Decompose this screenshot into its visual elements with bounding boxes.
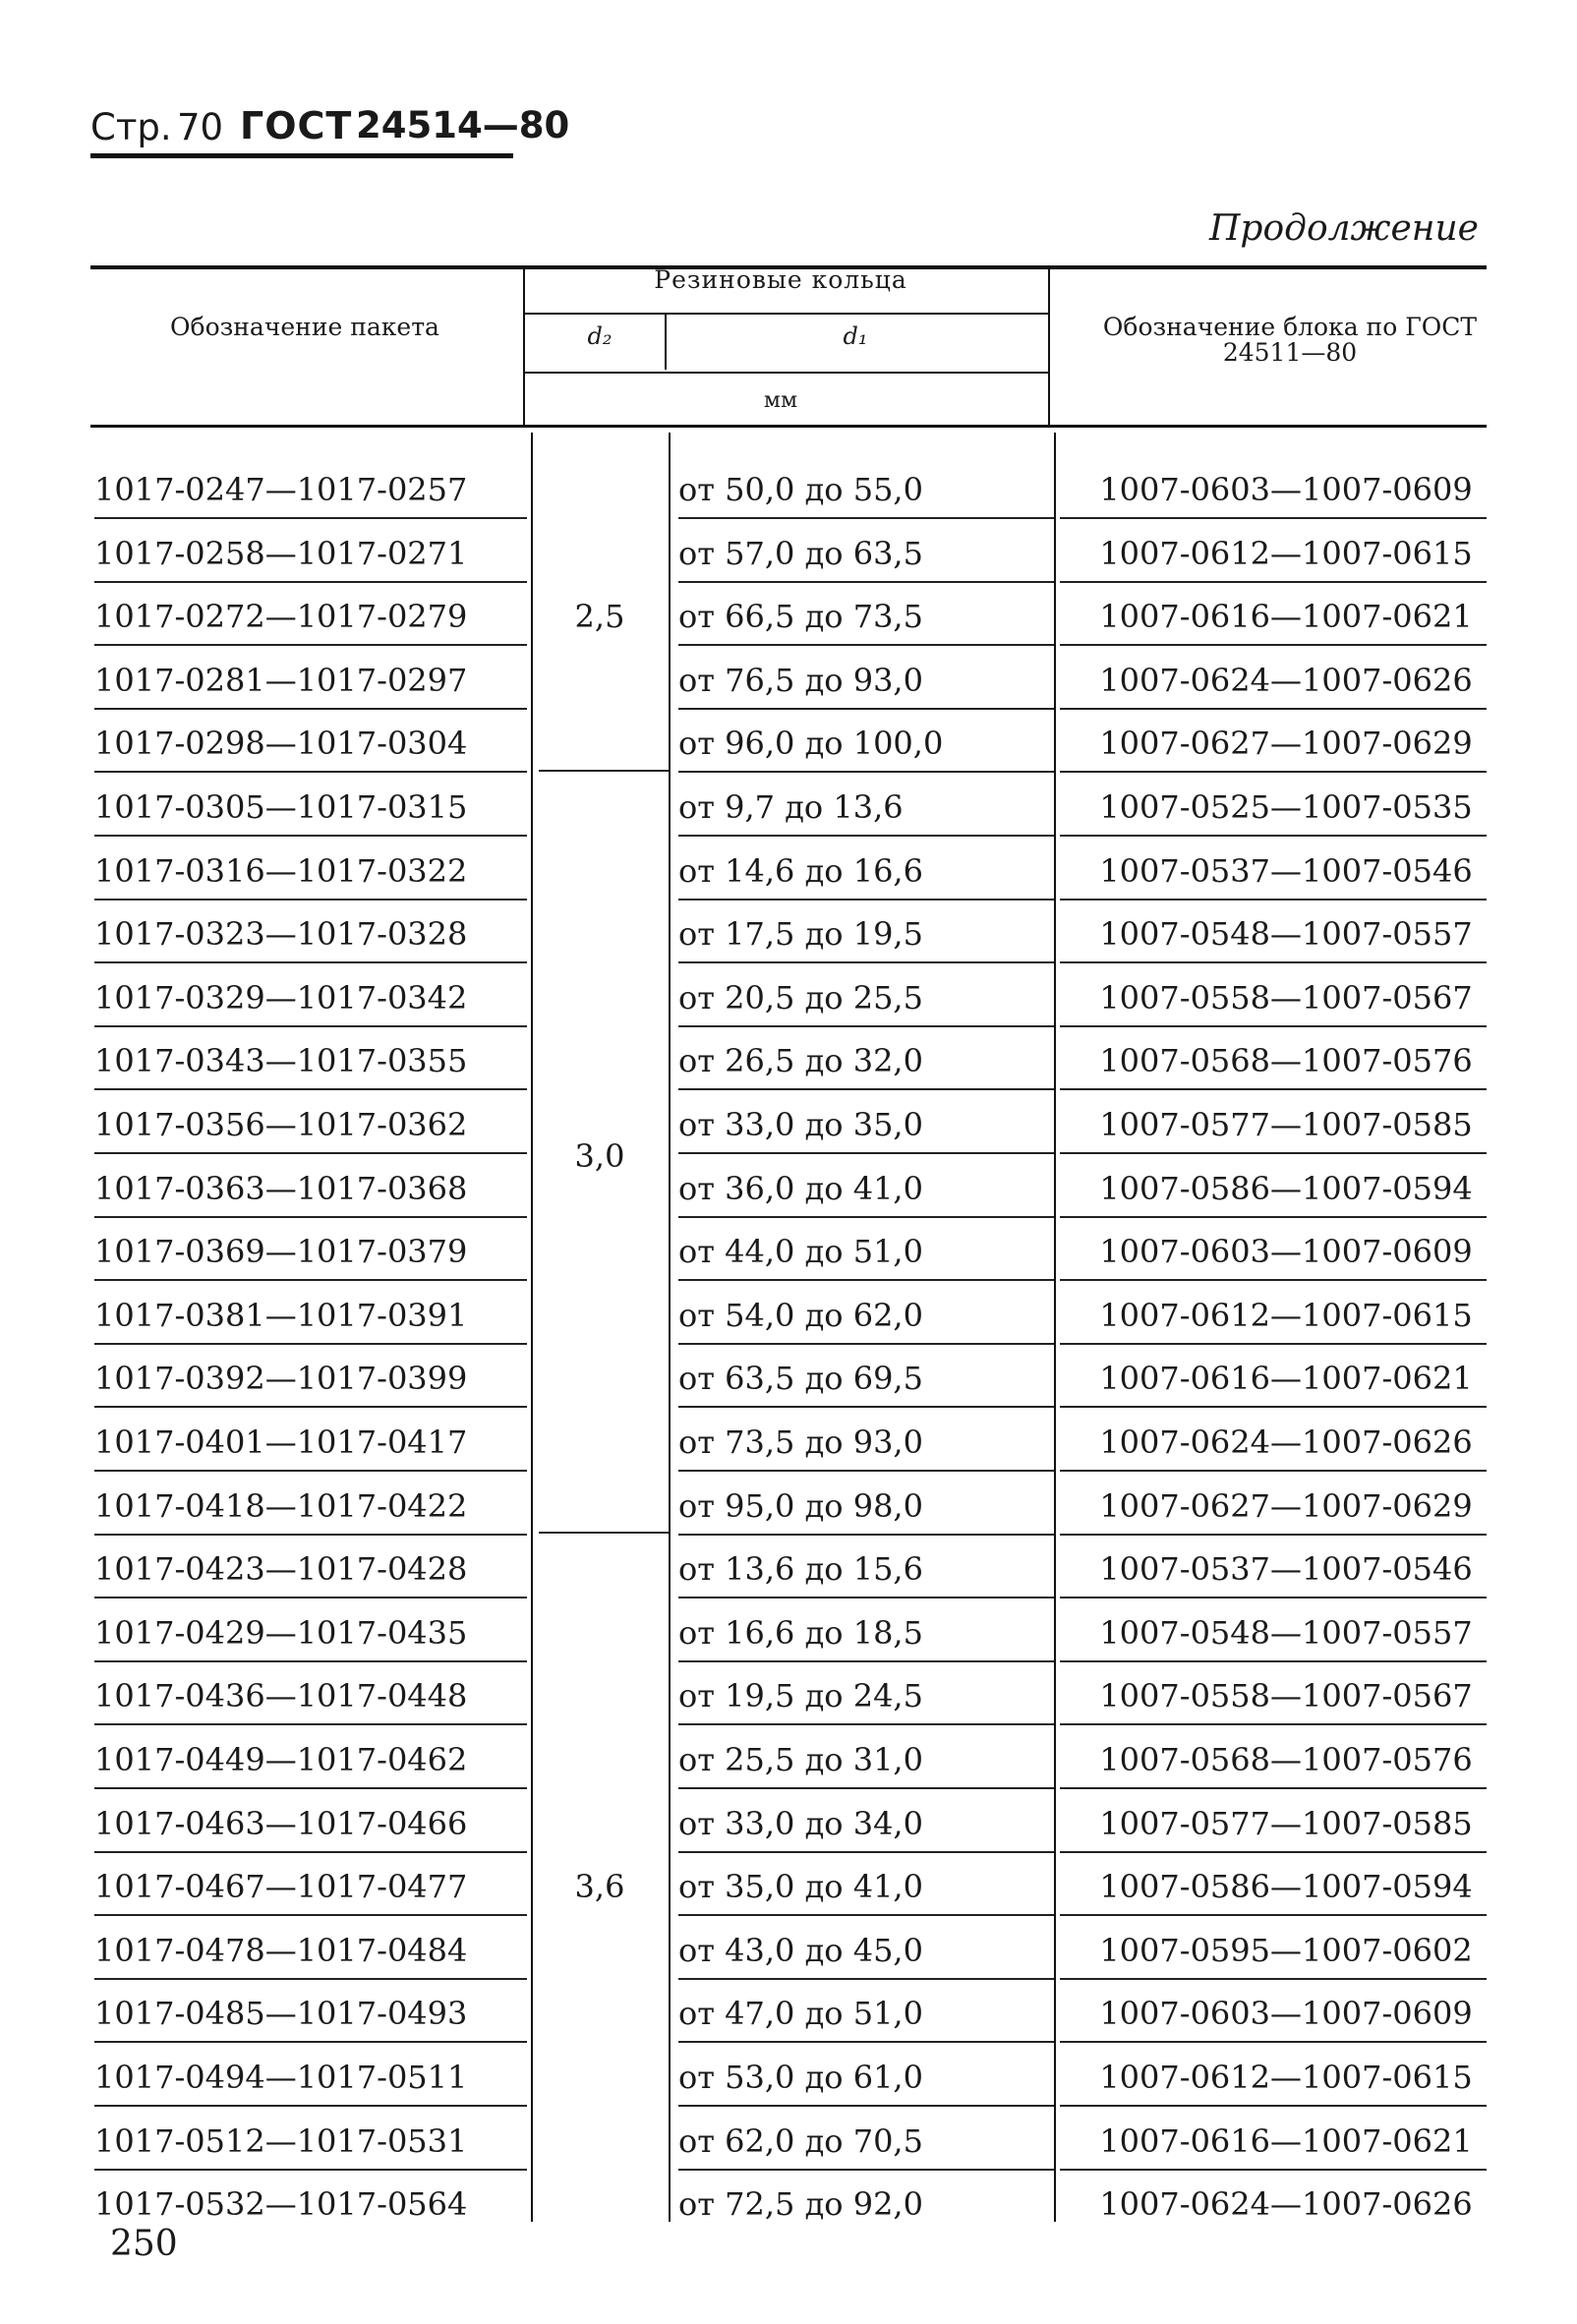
cell-d1: от 57,0 до 63,5 [678,534,923,572]
row-rule-d1 [678,644,1054,646]
row-rule-block [1060,644,1487,646]
column-header-package: Обозначение пакета [170,313,439,341]
row-rule-d1 [678,1406,1054,1408]
row-rule-d1 [678,2041,1054,2043]
cell-d1: от 47,0 до 51,0 [678,1995,923,2033]
row-rule-d1 [678,1088,1054,1090]
row-rule-block [1060,2105,1487,2107]
cell-d1: от 53,0 до 61,0 [678,2059,923,2096]
row-rule-block [1060,1723,1487,1725]
cell-block: 1007-0624—1007-0626 [1099,661,1473,699]
rings-group-rule [523,313,1048,315]
row-rule-package [94,1534,527,1536]
cell-block: 1007-0603—1007-0609 [1099,1233,1473,1271]
body-divider-package [531,433,533,2222]
cell-package: 1017-0329—1017-0342 [94,978,468,1017]
cell-package: 1017-0305—1017-0315 [94,788,468,826]
row-rule-block [1060,1216,1487,1218]
row-rule-block [1060,1025,1487,1027]
row-rule-d1 [678,2169,1054,2171]
cell-d1: от 9,7 до 13,6 [678,788,904,826]
row-rule-d1 [678,1723,1054,1725]
row-rule-block [1060,1406,1487,1408]
row-rule-block [1060,1088,1487,1090]
body-divider-d1 [1054,433,1056,2222]
cell-package: 1017-0449—1017-0462 [94,1741,468,1778]
cell-package: 1017-0423—1017-0428 [94,1550,468,1589]
continued-label: Продолжение [1209,208,1479,249]
cell-d1: от 14,6 до 16,6 [678,851,923,890]
cell-package: 1017-0369—1017-0379 [94,1233,468,1271]
cell-package: 1017-0429—1017-0435 [94,1613,468,1652]
cell-package: 1017-0532—1017-0564 [94,2185,468,2224]
cell-package: 1017-0392—1017-0399 [94,1360,468,1398]
row-rule-package [94,644,527,646]
column-header-units: мм [763,388,798,413]
cell-d1: от 13,6 до 15,6 [678,1550,923,1589]
row-rule-package [94,1597,527,1598]
header-standard-code: 24514—80 [356,104,570,146]
page-number: 250 [110,2224,178,2264]
row-rule-block [1060,517,1487,519]
cell-package: 1017-0356—1017-0362 [94,1106,468,1143]
d2-group-rule [539,1532,669,1534]
cell-block: 1007-0548—1007-0557 [1099,915,1473,954]
row-rule-package [94,1088,527,1090]
row-rule-package [94,1660,527,1662]
row-rule-package [94,708,527,710]
row-rule-block [1060,1152,1487,1154]
cell-d1: от 76,5 до 93,0 [678,661,923,699]
cell-block: 1007-0586—1007-0594 [1099,1868,1473,1906]
column-header-rubber-rings: Резиновые кольца [654,265,907,294]
cell-block: 1007-0568—1007-0576 [1099,1042,1473,1080]
row-rule-block [1060,961,1487,963]
cell-d1: от 54,0 до 62,0 [678,1296,923,1334]
cell-block: 1007-0568—1007-0576 [1099,1741,1473,1778]
cell-block: 1007-0627—1007-0629 [1099,1486,1473,1525]
cell-d1: от 66,5 до 73,5 [678,598,923,636]
row-rule-package [94,835,527,837]
cell-d1: от 96,0 до 100,0 [678,725,944,763]
header-bottom-rule [90,425,1487,428]
cell-d1: от 16,6 до 18,5 [678,1613,923,1652]
header-underline [90,153,513,158]
row-rule-d1 [678,1914,1054,1916]
row-rule-package [94,771,527,773]
cell-block: 1007-0624—1007-0626 [1099,2185,1473,2224]
row-rule-d1 [678,517,1054,519]
cell-d1: от 33,0 до 35,0 [678,1106,923,1143]
cell-block: 1007-0586—1007-0594 [1099,1169,1473,1207]
header-divider-right [1048,265,1050,427]
row-rule-package [94,1279,527,1281]
row-rule-d1 [678,2105,1054,2107]
row-rule-d1 [678,1978,1054,1980]
d2-group-rule [539,770,669,772]
row-rule-d1 [678,835,1054,837]
row-rule-block [1060,1787,1487,1789]
cell-d1: от 33,0 до 34,0 [678,1804,923,1842]
cell-block: 1007-0616—1007-0621 [1099,2121,1473,2160]
cell-d1: от 50,0 до 55,0 [678,471,923,508]
row-rule-block [1060,2169,1487,2171]
cell-d1: от 17,5 до 19,5 [678,915,923,954]
cell-package: 1017-0258—1017-0271 [94,534,468,572]
row-rule-package [94,1851,527,1853]
row-rule-package [94,1343,527,1345]
row-rule-package [94,961,527,963]
row-rule-block [1060,899,1487,901]
cell-d2-group: 3,0 [574,1136,625,1175]
row-rule-package [94,2169,527,2171]
cell-block: 1007-0624—1007-0626 [1099,1423,1473,1461]
row-rule-d1 [678,1851,1054,1853]
cell-block: 1007-0595—1007-0602 [1099,1931,1473,1969]
cell-package: 1017-0436—1017-0448 [94,1677,468,1715]
row-rule-block [1060,708,1487,710]
row-rule-d1 [678,899,1054,901]
cell-d1: от 35,0 до 41,0 [678,1868,923,1906]
row-rule-d1 [678,1279,1054,1281]
cell-block: 1007-0558—1007-0567 [1099,978,1473,1017]
units-rule [523,372,1048,374]
row-rule-package [94,899,527,901]
cell-package: 1017-0401—1017-0417 [94,1423,468,1461]
row-rule-block [1060,1914,1487,1916]
row-rule-d1 [678,1660,1054,1662]
cell-d1: от 95,0 до 98,0 [678,1486,923,1525]
row-rule-block [1060,581,1487,583]
cell-block: 1007-0548—1007-0557 [1099,1613,1473,1652]
row-rule-d1 [678,1343,1054,1345]
row-rule-package [94,1152,527,1154]
body-divider-d2 [669,433,671,2222]
cell-package: 1017-0316—1017-0322 [94,851,468,890]
cell-block: 1007-0616—1007-0621 [1099,1360,1473,1398]
cell-d2-group: 3,6 [574,1867,625,1905]
row-rule-package [94,517,527,519]
cell-package: 1017-0323—1017-0328 [94,915,468,954]
cell-d1: от 62,0 до 70,5 [678,2121,923,2160]
row-rule-d1 [678,581,1054,583]
cell-package: 1017-0463—1017-0466 [94,1804,468,1842]
row-rule-d1 [678,1534,1054,1536]
row-rule-d1 [678,1787,1054,1789]
row-rule-block [1060,835,1487,837]
cell-package: 1017-0467—1017-0477 [94,1868,468,1906]
cell-d2-group: 2,5 [574,597,625,635]
cell-d1: от 73,5 до 93,0 [678,1423,923,1461]
cell-block: 1007-0616—1007-0621 [1099,598,1473,636]
cell-d1: от 19,5 до 24,5 [678,1677,923,1715]
column-header-d1: d₁ [843,322,868,350]
row-rule-d1 [678,1597,1054,1598]
row-rule-d1 [678,1152,1054,1154]
row-rule-block [1060,1978,1487,1980]
row-rule-package [94,1914,527,1916]
cell-package: 1017-0298—1017-0304 [94,725,468,763]
row-rule-package [94,1787,527,1789]
row-rule-block [1060,2041,1487,2043]
row-rule-package [94,2105,527,2107]
column-header-d2: d₂ [587,322,613,350]
cell-block: 1007-0612—1007-0615 [1099,1296,1473,1334]
cell-block: 1007-0577—1007-0585 [1099,1804,1473,1842]
cell-d1: от 72,5 до 92,0 [678,2185,923,2224]
row-rule-d1 [678,1470,1054,1472]
cell-block: 1007-0537—1007-0546 [1099,1550,1473,1589]
row-rule-block [1060,1534,1487,1536]
cell-block: 1007-0612—1007-0615 [1099,2059,1473,2096]
row-rule-package [94,2041,527,2043]
header-standard: ГОСТ [240,104,353,147]
row-rule-package [94,1406,527,1408]
cell-package: 1017-0281—1017-0297 [94,661,468,699]
cell-package: 1017-0363—1017-0368 [94,1169,468,1207]
row-rule-block [1060,1343,1487,1345]
cell-package: 1017-0343—1017-0355 [94,1042,468,1080]
cell-package: 1017-0381—1017-0391 [94,1296,468,1334]
row-rule-package [94,1470,527,1472]
row-rule-package [94,1216,527,1218]
row-rule-d1 [678,1216,1054,1218]
cell-d1: от 25,5 до 31,0 [678,1741,923,1778]
cell-package: 1017-0418—1017-0422 [94,1486,468,1525]
cell-package: 1017-0272—1017-0279 [94,598,468,636]
row-rule-d1 [678,708,1054,710]
cell-package: 1017-0485—1017-0493 [94,1995,468,2033]
cell-block: 1007-0537—1007-0546 [1099,851,1473,890]
cell-block: 1007-0525—1007-0535 [1099,788,1473,826]
row-rule-d1 [678,961,1054,963]
cell-package: 1017-0512—1017-0531 [94,2121,468,2160]
row-rule-block [1060,1597,1487,1598]
cell-block: 1007-0627—1007-0629 [1099,725,1473,763]
header-page-label: Стр. [90,106,172,148]
cell-package: 1017-0478—1017-0484 [94,1931,468,1969]
cell-package: 1017-0494—1017-0511 [94,2059,468,2096]
cell-block: 1007-0577—1007-0585 [1099,1106,1473,1143]
row-rule-d1 [678,1025,1054,1027]
cell-block: 1007-0603—1007-0609 [1099,471,1473,508]
column-header-block: Обозначение блока по ГОСТ 24511—80 [1102,313,1478,368]
cell-d1: от 43,0 до 45,0 [678,1931,923,1969]
cell-d1: от 20,5 до 25,5 [678,978,923,1017]
cell-package: 1017-0247—1017-0257 [94,471,468,508]
cell-block: 1007-0612—1007-0615 [1099,534,1473,572]
row-rule-package [94,1978,527,1980]
cell-d1: от 44,0 до 51,0 [678,1233,923,1271]
row-rule-block [1060,1851,1487,1853]
row-rule-block [1060,771,1487,773]
row-rule-package [94,581,527,583]
row-rule-block [1060,1279,1487,1281]
cell-block: 1007-0603—1007-0609 [1099,1995,1473,2033]
cell-d1: от 26,5 до 32,0 [678,1042,923,1080]
row-rule-block [1060,1470,1487,1472]
row-rule-block [1060,1660,1487,1662]
row-rule-d1 [678,771,1054,773]
cell-d1: от 63,5 до 69,5 [678,1360,923,1398]
row-rule-package [94,1025,527,1027]
cell-block: 1007-0558—1007-0567 [1099,1677,1473,1715]
header-page-ref: 70 [177,106,224,148]
row-rule-package [94,1723,527,1725]
cell-d1: от 36,0 до 41,0 [678,1169,923,1207]
